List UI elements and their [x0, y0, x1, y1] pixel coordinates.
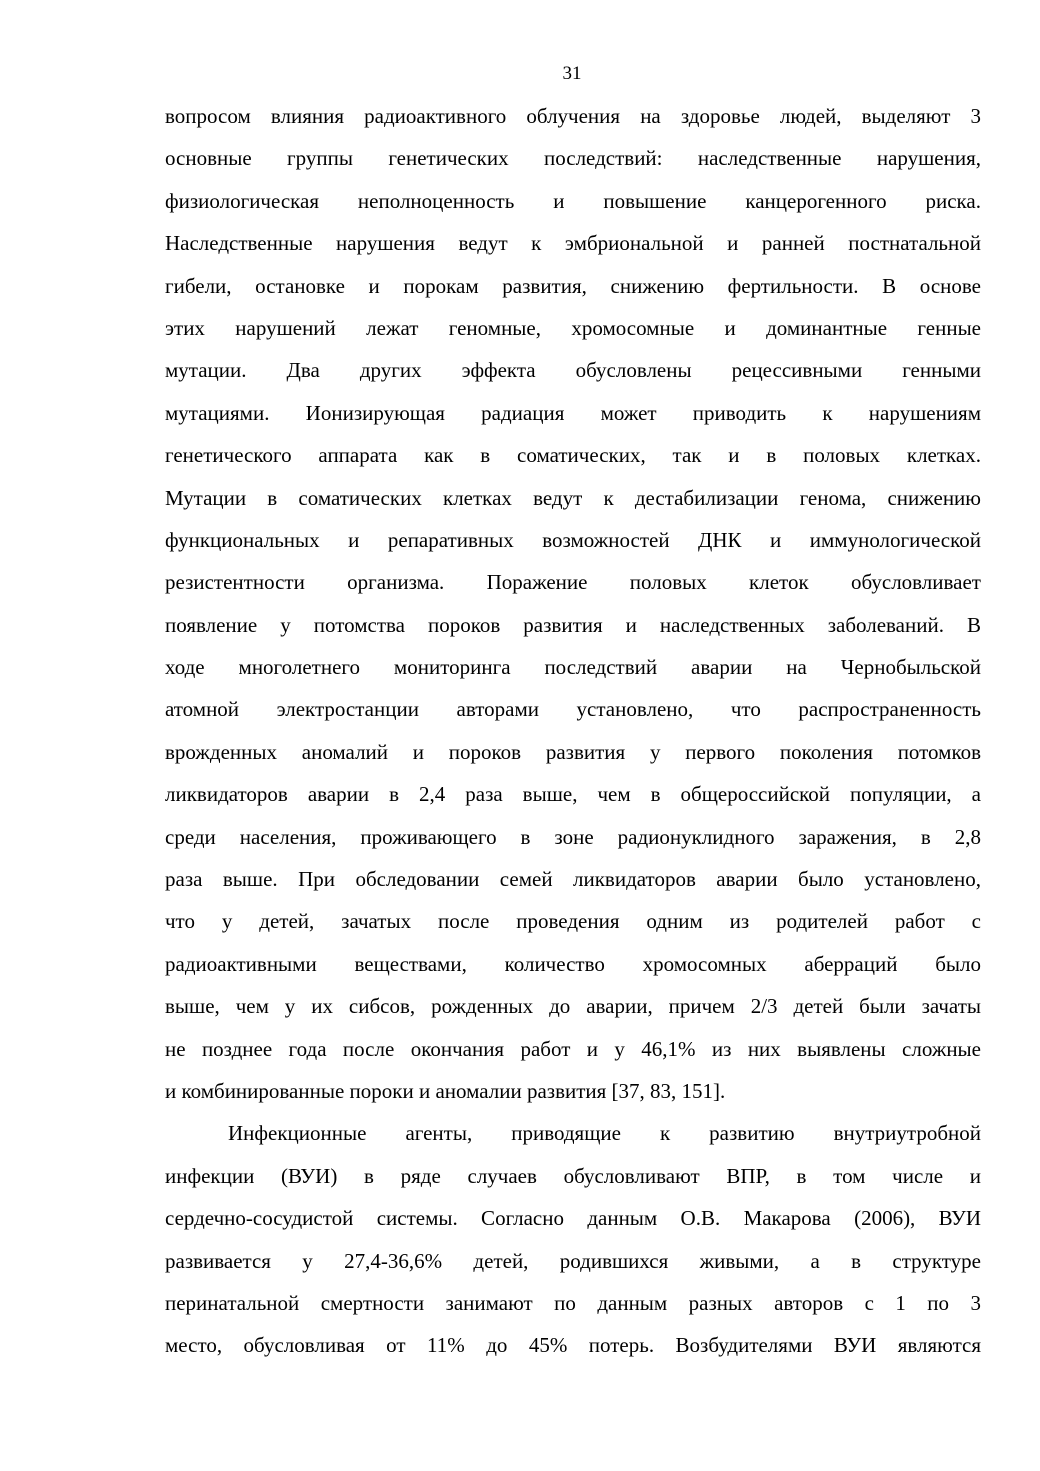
text-line: среди населения, проживающего в зоне радионуклидного заражения, в 2,8 [165, 824, 981, 849]
text-line: перинатальной смертности занимают по данным разных авторов с 1 по 3 [165, 1290, 981, 1315]
text-line: вопросом влияния радиоактивного облучения на здоровье людей, выделяют 3 [165, 104, 981, 128]
text-line: генетического аппарата как в соматических, так и в половых клетках. [165, 443, 981, 468]
text-line: что у детей, зачатых после проведения одним из родителей работ с [165, 909, 981, 934]
text-line: основные группы генетических последствий: наследственные нарушения, [165, 146, 981, 171]
text-line: инфекции (ВУИ) в ряде случаев обусловливают ВПР, в том числе и [165, 1163, 981, 1188]
text-line: и комбинированные пороки и аномалии развития [37, 83, 151]. [165, 1078, 726, 1103]
text-line: ликвидаторов аварии в 2,4 раза выше, чем в общероссийской популяции, а [165, 782, 981, 807]
text-line: мутациями. Ионизирующая радиация может приводить к нарушениям [165, 400, 981, 425]
text-line: раза выше. При обследовании семей ликвидаторов аварии было установлено, [165, 867, 981, 892]
text-line: атомной электростанции авторами установлено, что распространенность [165, 697, 981, 722]
page-number: 31 [562, 63, 582, 84]
text-line: функциональных и репаративных возможностей ДНК и иммунологической [165, 527, 981, 552]
text-line: физиологическая неполноценность и повышение канцерогенного риска. [165, 188, 981, 213]
text-line: Инфекционные агенты, приводящие к развитию внутриутробной [228, 1121, 981, 1146]
text-line: появление у потомства пороков развития и наследственных заболеваний. В [165, 612, 981, 637]
text-line: ходе многолетнего мониторинга последствий аварии на Чернобыльской [165, 655, 981, 680]
text-line: Мутации в соматических клетках ведут к дестабилизации генома, снижению [165, 485, 981, 510]
text-line: развивается у 27,4-36,6% детей, родившихся живыми, а в структуре [165, 1248, 981, 1273]
text-line: сердечно-сосудистой системы. Согласно данным О.В. Макарова (2006), ВУИ [165, 1206, 981, 1231]
text-line: резистентности организма. Поражение половых клеток обусловливает [165, 570, 981, 595]
text-line: выше, чем у их сибсов, рожденных до аварии, причем 2/3 детей были зачаты [165, 994, 981, 1019]
text-line: Наследственные нарушения ведут к эмбриональной и ранней постнатальной [165, 231, 981, 256]
text-line: радиоактивными веществами, количество хромосомных аберраций было [165, 951, 981, 976]
text-line: этих нарушений лежат геномные, хромосомные и доминантные генные [165, 315, 981, 340]
document-body [165, 95, 981, 1367]
paragraph-infectious-agents [165, 1112, 981, 1366]
text-line: врожденных аномалий и пороков развития у первого поколения потомков [165, 739, 981, 764]
text-line: мутации. Два других эффекта обусловлены рецессивными генными [165, 358, 981, 383]
text-line: гибели, остановке и порокам развития, снижению фертильности. В основе [165, 273, 981, 298]
paragraph-radiation-genetics [165, 95, 981, 1112]
text-line: место, обусловливая от 11% до 45% потерь. Возбудителями ВУИ являются [165, 1333, 981, 1358]
text-line: не позднее года после окончания работ и у 46,1% из них выявлены сложные [165, 1036, 981, 1061]
